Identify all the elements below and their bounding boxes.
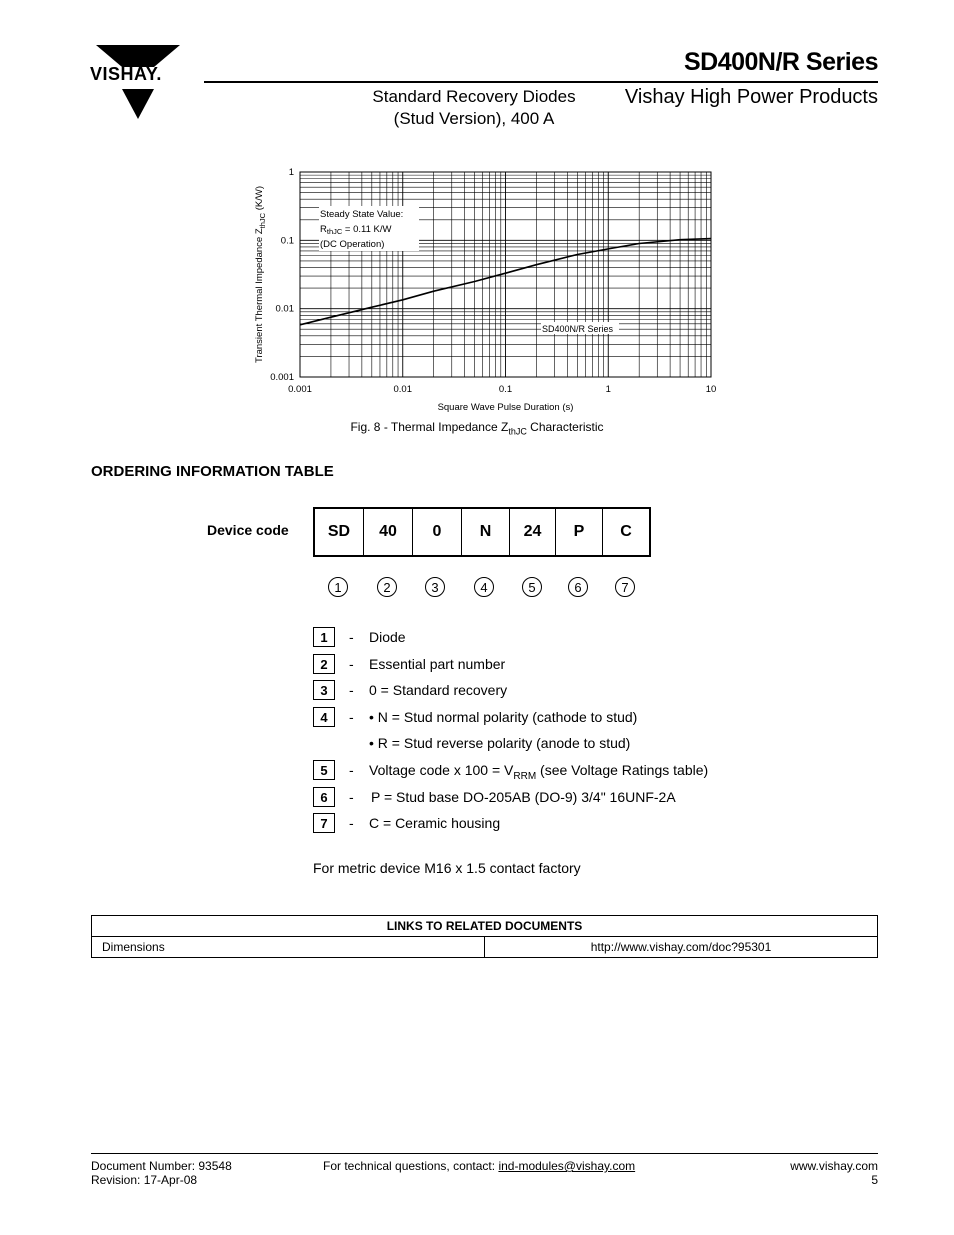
y-tick-label: 1 [288,167,294,178]
y-axis-label-main: Transient Thermal Impedance Z [254,228,265,363]
annotation-dc: (DC Operation) [320,239,385,250]
annotation-steady-state: Steady State Value: [320,209,404,220]
legend-dash: - [349,629,354,645]
header-rule [204,81,878,83]
contact-email-link[interactable]: ind-modules@vishay.com [498,1159,636,1173]
legend-voltage-sub: RRM [513,770,537,782]
annotation-r: R [320,224,327,235]
annotation-value: = 0.11 K/W [342,224,392,235]
code-cell: P [556,509,603,555]
device-code-box [313,507,651,557]
legend-dash: - [349,762,354,778]
position-circle: 2 [377,577,397,597]
legend-number: 3 [313,680,335,700]
legend-text: 0 = Standard recovery [369,682,508,698]
legend-text [369,762,708,782]
legend-dash: - [349,815,354,831]
brand-line: Vishay High Power Products [624,86,878,108]
position-circle: 4 [474,577,494,597]
legend-dash: - [349,709,354,725]
legend-text-r: R = Stud reverse polarity (anode to stud) [377,735,631,751]
legend-text: P = Stud base DO-205AB (DO-9) 3/4" 16UNF-2A [371,789,676,805]
legend-voltage-text: Voltage code x 100 = V [369,762,514,778]
code-cell: N [462,509,510,555]
product-subtitle [352,86,596,130]
code-cell: 24 [510,509,556,555]
x-tick-label: 0.01 [393,384,412,395]
position-circle: 5 [522,577,542,597]
legend-dash: - [349,789,354,805]
caption-suffix: Characteristic [526,420,604,434]
y-axis-label [254,186,267,363]
annotation-thjc: thJC [326,227,343,236]
y-axis-label-sub: thJC [258,212,267,229]
series-title: SD400N/R Series [683,48,878,76]
code-cell: C [620,523,632,540]
metric-note: For metric device M16 x 1.5 contact factory [313,860,581,876]
legend-text: • R = Stud reverse polarity (anode to stud) [369,735,631,751]
caption-prefix: Fig. 8 - Thermal Impedance Z [350,420,509,434]
legend-text: Diode [369,629,406,645]
y-tick-label: 0.001 [270,372,294,383]
links-table-header: LINKS TO RELATED DOCUMENTS [92,916,878,937]
x-tick-label: 0.001 [288,384,312,395]
x-tick-label: 0.1 [498,384,513,395]
footer-right [790,1159,878,1187]
legend-number: 7 [313,813,335,833]
website-link[interactable]: www.vishay.com [790,1159,878,1173]
code-cell: SD [315,509,364,555]
subtitle-line-2: (Stud Version), 400 A [393,109,555,128]
link-label: Dimensions [92,937,485,958]
footer-doc-info [91,1159,232,1187]
links-table [91,915,878,958]
document-number: Document Number: 93548 [91,1159,232,1173]
x-tick-label: 10 [705,384,717,395]
device-code-label: Device code [207,522,289,538]
legend-number: 4 [313,707,335,727]
legend-dash: - [349,656,354,672]
section-title: ORDERING INFORMATION TABLE [91,463,334,480]
footer-contact [323,1159,635,1173]
x-axis-label: Square Wave Pulse Duration (s) [437,402,574,413]
footer-rule [91,1153,878,1154]
x-tick-label: 1 [605,384,611,395]
figure-caption [0,420,954,436]
legend-text: • N = Stud normal polarity (cathode to stud) [369,709,638,725]
legend-text-n: N = Stud normal polarity (cathode to stud) [377,709,638,725]
y-axis-label-unit: (K/W) [254,186,265,213]
thermal-impedance-chart [248,162,728,452]
link-url[interactable]: http://www.vishay.com/doc?95301 [485,937,878,958]
position-circle: 6 [568,577,588,597]
legend-dash: - [349,682,354,698]
position-circle: 3 [425,577,445,597]
code-cell: 0 [413,509,462,555]
legend-voltage-suffix: (see Voltage Ratings table) [536,762,709,778]
legend-number: 5 [313,760,335,780]
code-cell: 40 [364,509,413,555]
y-tick-label: 0.01 [275,303,294,315]
legend-text: Essential part number [369,656,506,672]
position-circle: 7 [615,577,635,597]
revision: Revision: 17-Apr-08 [91,1173,198,1187]
legend-text: C = Ceramic housing [369,815,501,831]
legend-number: 2 [313,654,335,674]
caption-sub: thJC [508,426,527,437]
position-circle: 1 [328,577,348,597]
table-row [92,937,878,958]
legend-number: 1 [313,627,335,647]
logo-wordmark: VISHAY. [90,64,162,84]
page-number: 5 [871,1173,878,1187]
series-label: SD400N/R Series [542,324,614,334]
legend-number: 6 [313,787,335,807]
contact-prefix: For technical questions, contact: [323,1159,499,1173]
y-tick-label: 0.1 [280,235,294,247]
subtitle-line-1: Standard Recovery Diodes [372,87,576,106]
